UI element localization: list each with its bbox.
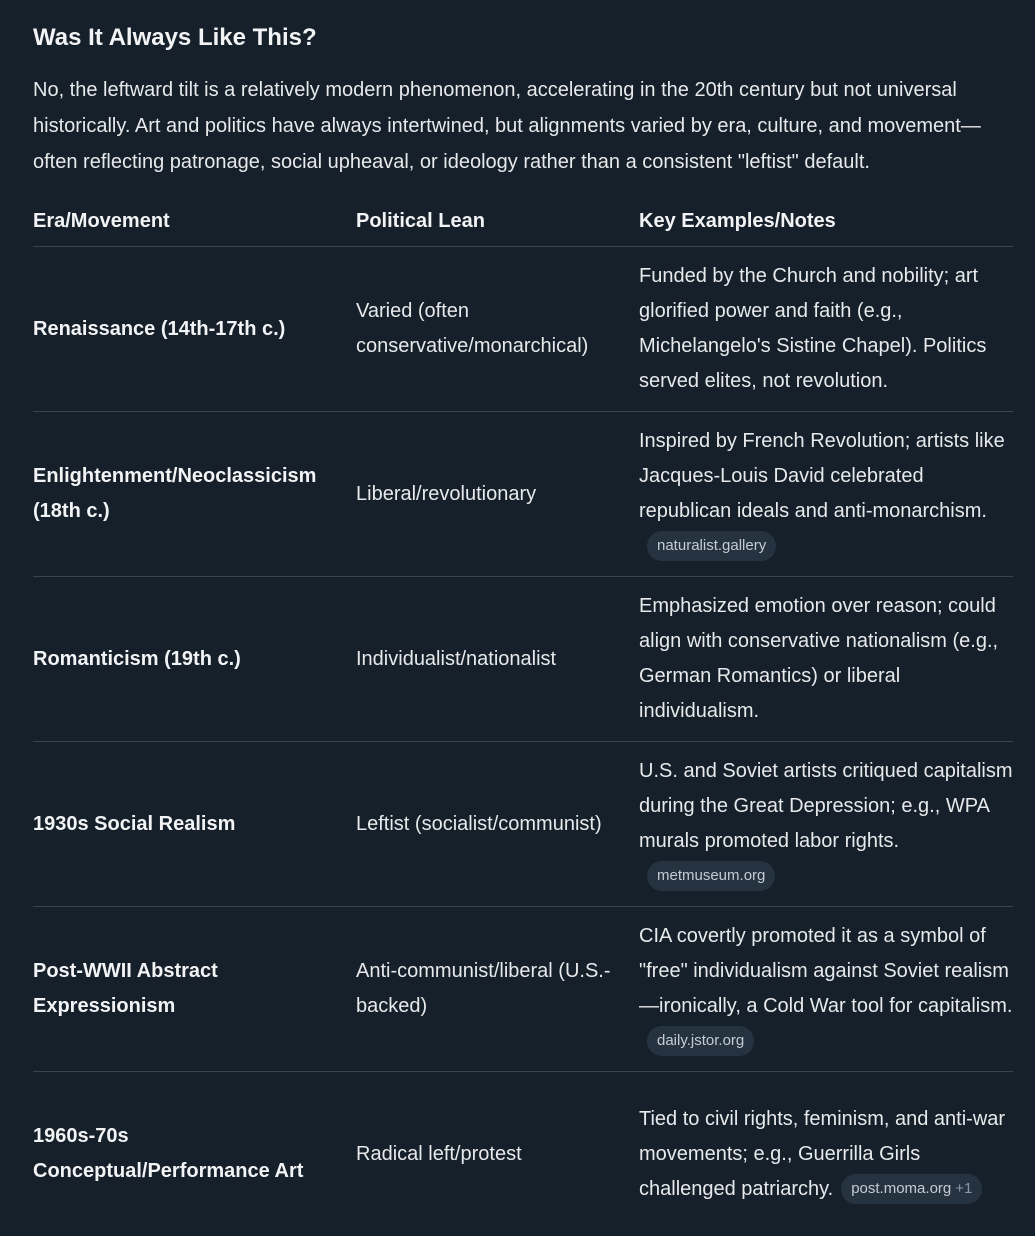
notes-text: U.S. and Soviet artists critiqued capitalism during the Great Depression; e.g., WPA murals promoted labor rights. — [639, 760, 1013, 852]
table-row — [33, 247, 1013, 412]
header-era: Era/Movement — [33, 196, 356, 247]
header-lean: Political Lean — [356, 196, 639, 247]
table-row — [33, 907, 1013, 1072]
table-row — [33, 577, 1013, 742]
source-chip-label: daily.jstor.org — [657, 1032, 744, 1049]
table-header-row — [33, 196, 1013, 247]
lean-cell: Individualist/nationalist — [356, 577, 639, 742]
notes-text: Inspired by French Revolution; artists like Jacques-Louis David celebrated republican ideals and anti-monarchism. — [639, 430, 1005, 522]
notes-cell — [639, 247, 1013, 412]
table-row — [33, 412, 1013, 577]
lean-cell: Varied (often conservative/monarchical) — [356, 247, 639, 412]
source-chip[interactable] — [841, 1174, 982, 1204]
notes-text: Tied to civil rights, feminism, and anti-war movements; e.g., Guerrilla Girls challenged patriarchy. — [639, 1108, 1005, 1200]
era-cell: 1930s Social Realism — [33, 742, 356, 907]
eras-table — [33, 196, 1013, 1236]
source-chip-label: naturalist.gallery — [657, 537, 766, 554]
source-chip[interactable] — [647, 1026, 754, 1056]
notes-cell — [639, 412, 1013, 577]
lean-cell: Anti-communist/liberal (U.S.-backed) — [356, 907, 639, 1072]
era-cell: Romanticism (19th c.) — [33, 577, 356, 742]
section-heading: Was It Always Like This? — [33, 22, 317, 54]
table-row — [33, 1072, 1013, 1236]
source-chip-more-count: +1 — [955, 1180, 972, 1197]
notes-text: Emphasized emotion over reason; could align with conservative nationalism (e.g., German Romantics) or liberal individualism. — [639, 595, 998, 722]
lean-cell: Leftist (socialist/communist) — [356, 742, 639, 907]
source-chip-label: post.moma.org — [851, 1180, 951, 1197]
notes-text: Funded by the Church and nobility; art glorified power and faith (e.g., Michelangelo's Sistine Chapel). Politics served elites, not revolution. — [639, 265, 986, 392]
lean-cell: Liberal/revolutionary — [356, 412, 639, 577]
intro-paragraph: No, the leftward tilt is a relatively modern phenomenon, accelerating in the 20th century but not universal historically. Art and politics have always intertwined, but alignments varied by era, culture, and movement—often reflecting patronage, social upheaval, or ideology rather than a consistent "leftist" default. — [33, 72, 1013, 180]
source-chip[interactable] — [647, 861, 775, 891]
table-row — [33, 742, 1013, 907]
era-cell: Renaissance (14th-17th c.) — [33, 247, 356, 412]
era-cell: 1960s-70s Conceptual/Performance Art — [33, 1072, 356, 1236]
era-cell: Enlightenment/Neoclassicism (18th c.) — [33, 412, 356, 577]
header-notes: Key Examples/Notes — [639, 196, 1013, 247]
lean-cell: Radical left/protest — [356, 1072, 639, 1236]
era-cell: Post-WWII Abstract Expressionism — [33, 907, 356, 1072]
notes-cell — [639, 742, 1013, 907]
source-chip-label: metmuseum.org — [657, 867, 765, 884]
notes-text: CIA covertly promoted it as a symbol of "free" individualism against Soviet realism—ironically, a Cold War tool for capitalism. — [639, 925, 1012, 1017]
source-chip[interactable] — [647, 531, 776, 561]
notes-cell — [639, 1072, 1013, 1236]
notes-cell — [639, 907, 1013, 1072]
notes-cell — [639, 577, 1013, 742]
